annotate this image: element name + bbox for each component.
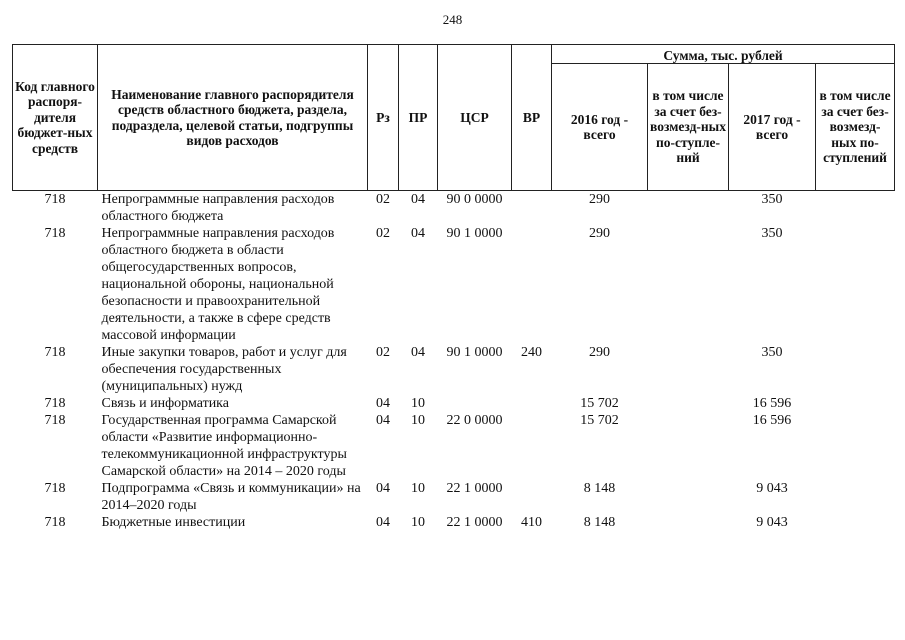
- cell-csr: 90 0 0000: [446, 192, 503, 207]
- cell-name: Связь и информатика: [101, 396, 229, 411]
- cell-code: 718: [44, 345, 66, 360]
- header-rz: Рз: [368, 45, 399, 191]
- cell-pr: 10: [411, 481, 425, 496]
- cell-csr: [438, 395, 512, 412]
- header-code: Код главного распоря-дителя бюджет-ных средств: [13, 45, 98, 191]
- cell-csr: 90 1 0000: [446, 226, 503, 241]
- cell-2017-total: 350: [761, 192, 783, 207]
- header-2017-total: 2017 год - всего: [729, 64, 816, 191]
- header-sum: Сумма, тыс. рублей: [552, 45, 895, 64]
- header-csr: ЦСР: [438, 45, 512, 191]
- cell-2016-total: 290: [589, 345, 610, 360]
- cell-2017-free: [816, 480, 895, 514]
- table-row: [13, 191, 895, 226]
- cell-2016-free: [648, 225, 729, 344]
- cell-name: Иные закупки товаров, работ и услуг для обеспечения государственных (муниципальных) нужд: [101, 345, 347, 394]
- cell-csr: 22 1 0000: [446, 481, 503, 496]
- table-body: [13, 191, 895, 532]
- cell-2016-free: [648, 480, 729, 514]
- cell-2016-free: [648, 395, 729, 412]
- cell-name: Подпрограмма «Связь и коммуникации» на 2014–2020 годы: [101, 481, 361, 513]
- cell-2016-free: [648, 191, 729, 226]
- cell-vr: 410: [521, 515, 542, 530]
- cell-2017-free: [816, 191, 895, 226]
- cell-2016-free: [648, 514, 729, 531]
- cell-vr: [512, 395, 552, 412]
- cell-pr: 10: [411, 396, 425, 411]
- cell-2017-total: 350: [761, 345, 783, 360]
- cell-2017-free: [816, 225, 895, 344]
- cell-code: 718: [44, 481, 66, 496]
- cell-code: 718: [44, 413, 66, 428]
- header-name: Наименование главного распорядителя средств областного бюджета, раздела, подраздела, целевой статьи, подгруппы видов расходов: [98, 45, 368, 191]
- cell-pr: 04: [411, 226, 425, 241]
- cell-vr: [512, 412, 552, 480]
- cell-name: Государственная программа Самарской области «Развитие информационно-телекоммуникационной инфраструктуры Самарской области» на 2014 – 2020 годы: [101, 413, 347, 479]
- cell-pr: 04: [411, 345, 425, 360]
- cell-csr: 90 1 0000: [446, 345, 503, 360]
- page-number: 248: [442, 12, 463, 27]
- table-header: [13, 45, 895, 191]
- cell-2017-free: [816, 514, 895, 531]
- header-2016-free: в том числе за счет без-возмезд-ных по-ступле-ний: [648, 64, 729, 191]
- cell-code: 718: [44, 192, 66, 207]
- cell-2016-total: 290: [589, 192, 610, 207]
- cell-vr: [512, 191, 552, 226]
- cell-2016-total: 290: [589, 226, 610, 241]
- budget-table: [12, 44, 895, 531]
- table-row: [13, 480, 895, 514]
- header-2017-free: в том числе за счет без-возмезд-ных по-ступлений: [816, 64, 895, 191]
- cell-rz: 02: [376, 345, 390, 360]
- cell-csr: 22 0 0000: [446, 413, 503, 428]
- cell-2016-free: [648, 344, 729, 395]
- cell-2016-total: 8 148: [583, 515, 616, 530]
- cell-2017-total: 9 043: [756, 515, 788, 530]
- cell-name: Непрограммные направления расходов областного бюджета: [101, 192, 335, 224]
- cell-rz: 02: [376, 192, 390, 207]
- cell-vr: 240: [521, 345, 542, 360]
- cell-2017-free: [816, 412, 895, 480]
- header-pr: ПР: [399, 45, 438, 191]
- cell-rz: 04: [376, 396, 390, 411]
- cell-pr: 10: [411, 515, 425, 530]
- cell-rz: 04: [376, 481, 390, 496]
- cell-2017-total: 16 596: [752, 413, 792, 428]
- cell-name: Бюджетные инвестиции: [101, 515, 246, 530]
- cell-pr: 04: [411, 192, 425, 207]
- cell-2016-free: [648, 412, 729, 480]
- table-row: [13, 344, 895, 395]
- cell-2017-total: 350: [761, 226, 783, 241]
- cell-2017-total: 9 043: [756, 481, 788, 496]
- cell-rz: 04: [376, 515, 390, 530]
- cell-2016-total: 15 702: [580, 396, 619, 411]
- cell-vr: [512, 480, 552, 514]
- cell-rz: 02: [376, 226, 390, 241]
- cell-rz: 04: [376, 413, 390, 428]
- header-2016-total: 2016 год - всего: [552, 64, 648, 191]
- cell-2017-free: [816, 344, 895, 395]
- cell-2017-free: [816, 395, 895, 412]
- table-row: [13, 412, 895, 480]
- cell-2017-total: 16 596: [752, 396, 792, 411]
- header-vr: ВР: [512, 45, 552, 191]
- cell-code: 718: [44, 226, 66, 241]
- cell-2016-total: 15 702: [580, 413, 619, 428]
- table-row: [13, 225, 895, 344]
- table-row: [13, 395, 895, 412]
- cell-2016-total: 8 148: [583, 481, 616, 496]
- cell-code: 718: [44, 396, 66, 411]
- cell-csr: 22 1 0000: [446, 515, 503, 530]
- cell-name: Непрограммные направления расходов областного бюджета в области общегосударственных вопросов, национальной обороны, национальной безопасности и правоохранительной деятельности, а также в сфере средств массовой информации: [101, 226, 335, 343]
- table-row: [13, 514, 895, 531]
- cell-vr: [512, 225, 552, 344]
- cell-code: 718: [44, 515, 66, 530]
- cell-pr: 10: [411, 413, 425, 428]
